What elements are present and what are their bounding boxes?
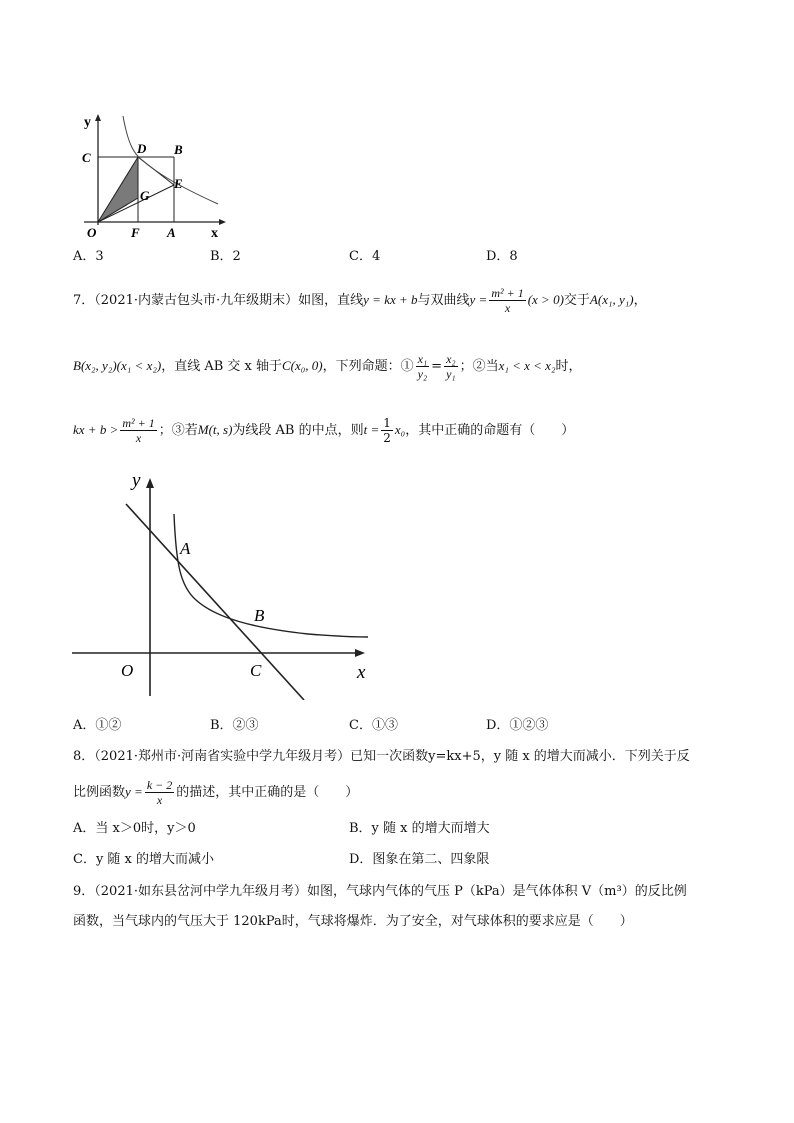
q6-label-O: O	[87, 225, 97, 240]
q7-hyperbola-denominator: x	[504, 301, 511, 315]
q7-line-2	[73, 352, 582, 381]
q6-label-x: x	[211, 226, 218, 240]
q7-label-x: x	[357, 662, 366, 683]
q7-hyperbola	[174, 514, 368, 637]
q7-option-d: D．①②③	[486, 718, 549, 733]
q7-inequality-denominator: x	[135, 431, 142, 445]
q6-label-G: G	[140, 188, 150, 203]
q7-figure	[68, 468, 378, 700]
q7-line-1	[73, 286, 647, 315]
q7-hyperbola-numerator: m² + 1	[491, 286, 524, 300]
q7-option-c: C．①③	[349, 718, 398, 733]
q6-label-E: E	[174, 176, 183, 191]
q7-text-5: ，下列命题：①	[322, 359, 414, 374]
q8-text-b: 的描述，其中正确的是（ ）	[176, 785, 359, 800]
q7-option-b: B．②③	[210, 718, 259, 733]
q7-inequality-lhs: kx + b >	[73, 422, 119, 437]
q7-point-b: B(x₂, y₂)(x₁ < x₂)	[73, 358, 162, 373]
q6-option-d: D．8	[486, 249, 518, 264]
q8-line-1: 8．（2021·郑州市·河南省实验中学九年级月考）已知一次函数y=kx+5，y 随 x 的增大而减小．下列关于反	[73, 749, 690, 764]
q7-text-9: 为线段 AB 的中点，则	[232, 423, 364, 438]
q8-function-denominator: x	[156, 793, 163, 807]
q7-hyperbola-lhs: y =	[469, 292, 488, 307]
q7-text-7: 时，	[555, 359, 582, 374]
q8-option-d: D．图象在第二、四象限	[349, 852, 490, 867]
q7-line-AB	[126, 504, 304, 700]
q8-function-numerator: k − 2	[146, 778, 173, 792]
q7-half-numerator: 1	[383, 416, 391, 430]
q8-option-b: B．y 随 x 的增大而增大	[349, 821, 490, 836]
q7-prop1-equals: =	[431, 359, 443, 374]
q6-option-c: C．4	[349, 249, 381, 264]
q7-text-4: ，直线 AB 交 x 轴于	[161, 359, 283, 374]
q7-prop1-den-2: y₁	[446, 367, 456, 381]
q7-comma: ，	[633, 293, 647, 308]
q7-t-equals: t =	[363, 422, 380, 437]
q6-label-A: A	[167, 225, 176, 240]
q6-label-D: D	[137, 141, 147, 156]
q7-option-a: A．①②	[73, 718, 122, 733]
q6-x-arrow	[219, 219, 226, 225]
q7-point-m: M(t, s)	[197, 422, 233, 437]
q8-function-lhs: y =	[125, 784, 143, 799]
q7-hyperbola-condition: (x > 0)	[527, 292, 564, 307]
q6-figure	[70, 110, 230, 240]
q8-function-fraction	[145, 778, 174, 807]
q6-option-b: B．2	[210, 249, 241, 264]
q7-half-denominator: 2	[383, 431, 391, 445]
q7-x0: x₀	[394, 422, 406, 437]
q7-label-O: O	[121, 661, 134, 680]
q7-inequality-numerator: m² + 1	[122, 416, 155, 430]
q7-half-fraction	[381, 416, 393, 445]
q7-text-6: ；②当	[459, 359, 499, 374]
q7-text-3: 交于	[563, 293, 590, 308]
q6-label-B: B	[174, 142, 183, 157]
q7-point-c: C(x₀, 0)	[282, 358, 323, 373]
q7-x-arrow	[355, 649, 365, 657]
q8-line-2	[73, 778, 358, 807]
q6-y-arrow	[95, 114, 101, 121]
q7-hyperbola-fraction	[489, 286, 525, 315]
q8-text-a: 比例函数	[73, 785, 126, 800]
q7-inequality-fraction	[120, 416, 156, 445]
q7-prop1-num-1: x₁	[417, 352, 428, 366]
q6-label-C: C	[82, 150, 91, 165]
q7-text-1: 如图，直线	[298, 293, 364, 308]
q7-line-3	[73, 416, 574, 445]
q7-number: 7．	[73, 293, 95, 308]
q7-prop1-fraction-2	[444, 352, 458, 381]
q7-source: （2021·内蒙古包头市·九年级期末）	[94, 293, 299, 308]
q7-text-10: ，其中正确的命题有（ ）	[405, 423, 575, 438]
q9-line-2: 函数，当气球内的气压大于 120kPa时，气球将爆炸．为了安全，对气球体积的要求应是（ ）	[73, 914, 633, 929]
q7-label-A: A	[180, 539, 191, 558]
q7-prop1-den-1: y₂	[417, 367, 428, 381]
q6-label-F: F	[131, 225, 140, 240]
q7-text-2: 与双曲线	[417, 293, 470, 308]
q7-text-8: ；③若	[158, 423, 198, 438]
q7-y-arrow	[146, 478, 154, 488]
q7-label-B: B	[254, 606, 265, 625]
q6-option-a: A．3	[73, 249, 104, 264]
q7-line-equation: y = kx + b	[363, 292, 418, 307]
q7-prop1-fraction-1	[416, 352, 430, 381]
q7-prop1-num-2: x₂	[446, 352, 456, 366]
q8-option-c: C．y 随 x 的增大而减小	[73, 852, 215, 867]
q6-label-y: y	[84, 115, 91, 130]
q7-prop2-range: x₁ < x < x₂	[498, 358, 556, 373]
q8-option-a: A．当 x＞0时，y＞0	[73, 821, 196, 836]
q7-point-a: A(x₁, y₁)	[589, 292, 634, 307]
q7-label-y: y	[132, 470, 141, 491]
q9-line-1: 9．（2021·如东县岔河中学九年级月考）如图，气球内气体的气压 P（kPa）是气体体积 V（m³）的反比例	[73, 884, 687, 899]
q7-label-C: C	[250, 661, 262, 680]
